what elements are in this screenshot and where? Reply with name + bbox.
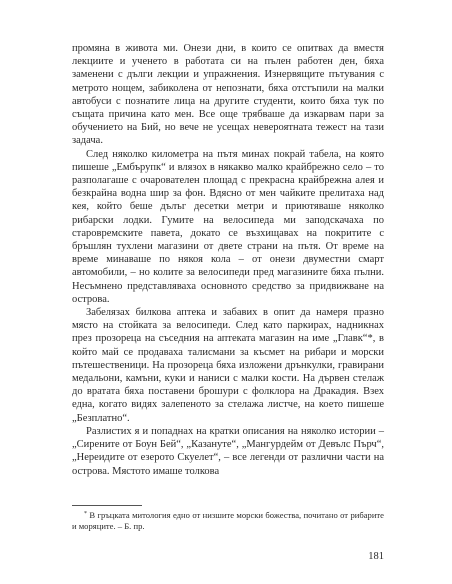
footnote-marker: *: [84, 511, 87, 517]
paragraph-4: Разлистих я и попаднах на кратки описания на няколко истории – „Сирените от Боун Бей“, „Казануте“, „Мангурдейм от Девълс Пърч“, „Нереидите от езерото Скуелет“, – все легенди от различни части на острова. Мястото имаше толкова: [72, 425, 384, 477]
paragraph-3: Забелязах билкова аптека и забавих в опит да намеря празно място на стойката за велосипеди. След като паркирах, надникнах през прозореца на съседния на аптеката магазин на име „Главк“*, в който май се продаваха талисмани за късмет на рибари и морски пътешественици. На прозореца бяха изложени дрънкулки, гравирани медальони, камъни, куки и наниси с малки кости. На дървен стелаж до вратата бяха поставени брошури с фолклора на Дракадия. Взех една, когато видях залепеното за стелажа листче, на което пишеше „Безплатно“.: [72, 307, 384, 424]
page-number: 181: [368, 551, 384, 562]
body-text: [72, 42, 384, 478]
footnote-text: В гръцката митология едно от низшите морски божества, почитано от рибарите и моряците. – Б. пр.: [72, 510, 384, 531]
paragraph-2: След няколко километра на пътя минах покрай табела, на която пишеше „Ембърупк“ и влязох в някакво малко крайбрежно село – то разполагаше с очарователен площад с прекрасна крайбрежна алея и безкрайна водна шир за фон. Вдясно от мен чайките прелитаха над кея, който беше дълъг десетки метри и приютяваше няколко рибарски лодки. Гумите на велосипеда ми заподскачаха по старовремските павета, докато се възхищавах на покритите с бръшлян тухлени магазини от двете страни на пътя. От време на време минаваше по някоя кола – от онези двуместни смарт автомобили, – но колите за велосипеди пред магазините бяха пълни. Несъмнено представляваха основното средство за придвижване на острова.: [72, 148, 384, 305]
footnote: [72, 509, 384, 532]
paragraph-1: промяна в живота ми. Онези дни, в които се опитвах да вместя лекциите и ученето в работата си на пълен работен ден, бяха заменени с дълги лекции и упражнения. Изнервящите пътувания с метрото нощем, забиколена от непознати, бяха отстъпили на малки автобуси с познатите лица на другите студенти, които бяха тук по същата причина като мен. Все още трябваше да изкарвам пари за обучението на Бий, но вече не усещах невероятната тежест на тази задача.: [72, 43, 384, 147]
footnote-divider: [72, 505, 142, 506]
